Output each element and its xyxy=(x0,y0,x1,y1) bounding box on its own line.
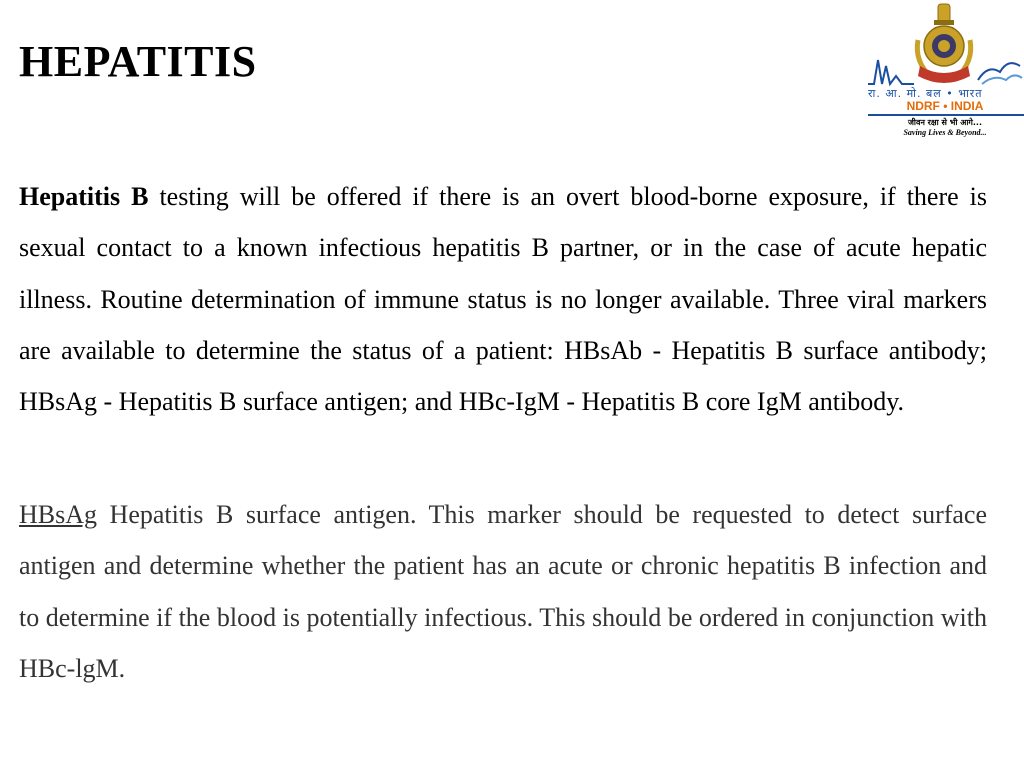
ndrf-emblem-icon xyxy=(866,0,1024,90)
hepatitis-b-text: testing will be offered if there is an overt blood-borne exposure, if there is sexual contact to a known infectious hepatitis B partner, or in the case of acute hepatic illness. Routine determination of immune status is no longer available. Three viral markers are available to determine the status of a patient: HBsAb - Hepatitis B surface antibody; HBsAg - Hepatitis B surface antigen; and HBc-IgM - Hepatitis B core IgM antibody. xyxy=(19,182,988,417)
logo-hindi-text: रा. आ. मो. बल • भारत xyxy=(868,87,983,100)
hbsag-lead: HBsAg xyxy=(19,500,98,529)
hbsag-paragraph xyxy=(19,489,987,694)
ndrf-logo xyxy=(866,0,1024,142)
logo-hindi-motto: जीवन रक्षा से भी आगे... xyxy=(907,118,983,127)
slide-title: HEPATITIS xyxy=(19,37,257,86)
logo-motto: Saving Lives & Beyond... xyxy=(903,128,987,137)
logo-divider xyxy=(868,114,1024,116)
hbsag-text: Hepatitis B surface antigen. This marker should be requested to detect surface antigen and determine whether the patient has an acute or chronic hepatitis B infection and to determine if the blood is potentially infectious. This should be ordered in conjunction with HBc-lgM. xyxy=(19,500,987,683)
hepatitis-b-paragraph xyxy=(19,171,987,427)
hepatitis-b-lead: Hepatitis B xyxy=(19,182,149,211)
logo-org-text: NDRF • INDIA xyxy=(906,99,984,113)
